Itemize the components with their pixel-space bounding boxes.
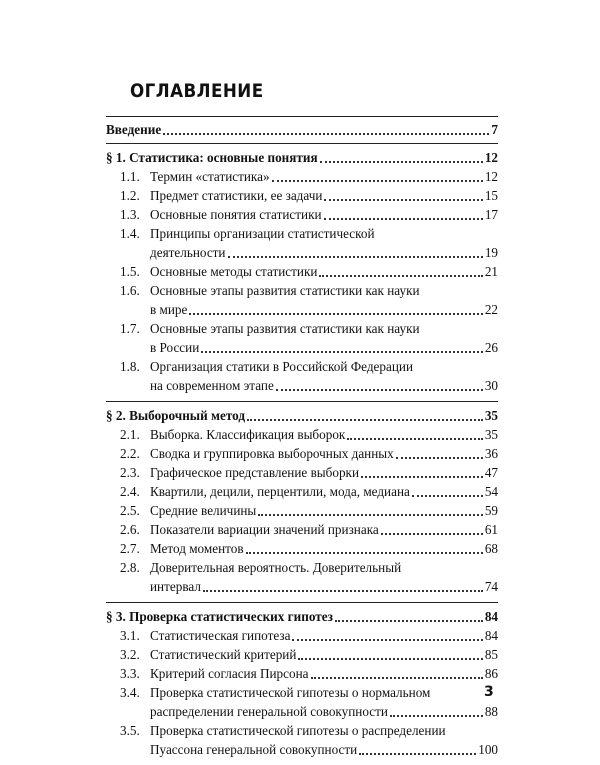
toc-entry[interactable]	[106, 319, 498, 357]
toc-entry[interactable]	[106, 482, 498, 501]
toc-entry-label: Сводка и группировка выборочных данных	[150, 446, 394, 461]
toc-entry[interactable]	[106, 558, 498, 596]
toc-entry-number: 1.1.	[120, 169, 140, 184]
page-title: ОГЛАВЛЕНИЕ	[130, 80, 264, 102]
toc-entry[interactable]	[106, 262, 498, 281]
toc-entry-label: на современном этапе	[150, 378, 274, 393]
dot-leader	[292, 639, 482, 641]
toc-section	[106, 603, 498, 765]
toc-entry-number: 1.8.	[120, 359, 140, 374]
toc-entry-number: 2.1.	[120, 427, 140, 442]
toc-entry-number: 1.5.	[120, 264, 140, 279]
toc-entry-label: Статистический критерий	[150, 647, 297, 662]
toc-entry-label: Выборка. Классификация выборок	[150, 427, 346, 442]
toc-section-label: § 1. Статистика: основные понятия	[106, 150, 318, 165]
toc-entry-label: Основные методы статистики	[150, 264, 318, 279]
toc-entry-page: 88	[484, 704, 498, 719]
toc-entry-page: 47	[484, 465, 498, 480]
dot-leader	[228, 256, 483, 258]
toc-entry-number: 2.7.	[120, 541, 140, 556]
dot-leader	[359, 753, 476, 755]
dot-leader	[272, 180, 483, 182]
dot-leader	[247, 419, 483, 421]
toc-entry-page: 36	[484, 446, 498, 461]
toc-entry-label: Доверительная вероятность. Доверительный	[150, 560, 402, 575]
toc-entry[interactable]	[106, 645, 498, 664]
dot-leader	[361, 476, 483, 478]
toc-entry-page: 54	[484, 484, 498, 499]
toc-entry-intro[interactable]	[106, 117, 498, 143]
toc-entry-label: в мире	[150, 302, 188, 317]
toc-entry[interactable]	[106, 683, 498, 721]
toc-entry-page: 30	[484, 378, 498, 393]
toc-entry-number: 3.3.	[120, 666, 140, 681]
toc-entry[interactable]	[106, 425, 498, 444]
toc-entry[interactable]	[106, 281, 498, 319]
toc-entry-label: Проверка статистической гипотезы о нормальном	[150, 685, 431, 700]
toc-entry-number: 3.5.	[120, 723, 140, 738]
toc-entry-number: 2.2.	[120, 446, 140, 461]
dot-leader	[412, 495, 483, 497]
toc-entry-number: 1.7.	[120, 321, 140, 336]
dot-leader	[276, 389, 483, 391]
dot-leader	[347, 438, 482, 440]
toc-entry[interactable]	[106, 664, 498, 683]
toc-entry-page: 85	[484, 647, 498, 662]
toc-entry-page: 7	[491, 122, 498, 137]
toc-entry-page: 19	[484, 245, 498, 260]
toc-section-page: 84	[484, 609, 498, 624]
toc-entry[interactable]	[106, 167, 498, 186]
toc-entry-number: 1.3.	[120, 207, 140, 222]
dot-leader	[319, 275, 482, 277]
dot-leader	[201, 351, 483, 353]
toc-entry-label: Пуассона генеральной совокупности	[150, 742, 358, 757]
toc-entry[interactable]	[106, 721, 498, 759]
toc-entry[interactable]	[106, 205, 498, 224]
toc-entry-page: 61	[484, 522, 498, 537]
toc-entry[interactable]	[106, 224, 498, 262]
toc-section-label: § 3. Проверка статистических гипотез	[106, 609, 333, 624]
toc-entry-page: 68	[484, 541, 498, 556]
toc-entry-number: 1.6.	[120, 283, 140, 298]
toc-entry-label: Графическое представление выборки	[150, 465, 360, 480]
toc-entry-page: 17	[484, 207, 498, 222]
toc-entry[interactable]	[106, 539, 498, 558]
dot-leader	[381, 533, 483, 535]
toc-entry-number: 3.2.	[120, 647, 140, 662]
toc-entry-number: 2.5.	[120, 503, 140, 518]
toc-entry[interactable]	[106, 520, 498, 539]
toc-entry[interactable]	[106, 626, 498, 645]
dot-leader	[258, 514, 483, 516]
toc-entry[interactable]	[106, 357, 498, 395]
toc-entry-page: 100	[478, 742, 498, 757]
dot-leader	[246, 552, 483, 554]
dot-leader	[390, 715, 483, 717]
dot-leader	[189, 313, 482, 315]
table-of-contents	[106, 116, 498, 765]
toc-entry-page: 12	[484, 169, 498, 184]
toc-section-page: 12	[484, 150, 498, 165]
dot-leader	[335, 620, 483, 622]
toc-entry-label: Термин «статистика»	[150, 169, 270, 184]
toc-entry-label: Основные этапы развития статистики как науки	[150, 321, 420, 336]
toc-entry-label: Организация статики в Российской Федерации	[150, 359, 413, 374]
toc-entry-page: 21	[484, 264, 498, 279]
dot-leader	[320, 161, 483, 163]
toc-section-heading[interactable]	[106, 607, 498, 626]
toc-entry[interactable]	[106, 444, 498, 463]
dot-leader	[324, 218, 483, 220]
toc-entry-label: Метод моментов	[150, 541, 244, 556]
toc-entry-label: Предмет статистики, ее задачи	[150, 188, 323, 203]
toc-entry-number: 2.4.	[120, 484, 140, 499]
toc-entry-label: Критерий согласия Пирсона	[150, 666, 309, 681]
toc-entry-label: Показатели вариации значений признака	[150, 522, 379, 537]
toc-entry-number: 2.8.	[120, 560, 140, 575]
toc-section-page: 35	[484, 408, 498, 423]
toc-entry-page: 15	[484, 188, 498, 203]
dot-leader	[298, 658, 482, 660]
toc-entry-page: 26	[484, 340, 498, 355]
toc-entry-number: 1.2.	[120, 188, 140, 203]
toc-entry-label: интервал	[150, 579, 201, 594]
toc-entry-label: Основные этапы развития статистики как науки	[150, 283, 420, 298]
toc-entry-page: 35	[484, 427, 498, 442]
toc-section-heading[interactable]	[106, 406, 498, 425]
toc-entry-number: 2.3.	[120, 465, 140, 480]
toc-entry-label: распределении генеральной совокупности	[150, 704, 388, 719]
toc-entry[interactable]	[106, 463, 498, 482]
toc-section	[106, 144, 498, 401]
toc-entry-page: 86	[484, 666, 498, 681]
toc-entry-number: 1.4.	[120, 226, 140, 241]
dot-leader	[163, 133, 489, 135]
toc-entry-label: Статистическая гипотеза	[150, 628, 291, 643]
toc-entry-label: Средние величины	[150, 503, 257, 518]
toc-entry-number: 3.1.	[120, 628, 140, 643]
dot-leader	[396, 457, 483, 459]
dot-leader	[311, 677, 483, 679]
toc-entry[interactable]	[106, 501, 498, 520]
toc-entry-label: Принципы организации статистической	[150, 226, 375, 241]
toc-entry-label: в России	[150, 340, 200, 355]
toc-entry-label: Введение	[106, 122, 162, 137]
toc-entry-label: деятельности	[150, 245, 226, 260]
toc-entry-page: 22	[484, 302, 498, 317]
dot-leader	[203, 590, 483, 592]
toc-section-label: § 2. Выборочный метод	[106, 408, 246, 423]
toc-entry-page: 59	[484, 503, 498, 518]
toc-entry-page: 74	[484, 579, 498, 594]
toc-entry-label: Проверка статистической гипотезы о распределении	[150, 723, 446, 738]
toc-section-heading[interactable]	[106, 148, 498, 167]
toc-entry-page: 84	[484, 628, 498, 643]
dot-leader	[324, 199, 482, 201]
toc-section	[106, 402, 498, 602]
toc-entry-number: 2.6.	[120, 522, 140, 537]
toc-entry-number: 3.4.	[120, 685, 140, 700]
page-number: 3	[484, 684, 494, 700]
toc-entry[interactable]	[106, 186, 498, 205]
toc-entry-label: Квартили, децили, перцентили, мода, медиана	[150, 484, 410, 499]
toc-entry-label: Основные понятия статистики	[150, 207, 322, 222]
